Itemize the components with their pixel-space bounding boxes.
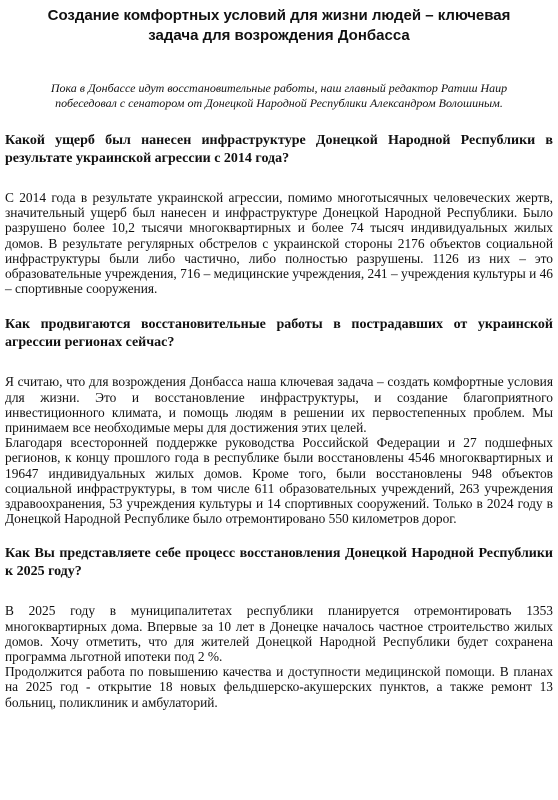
article-title: Создание комфортных условий для жизни людей – ключевая задача для возрождения Донбасса <box>47 7 511 44</box>
answer-3-paragraph-1: В 2025 году в муниципалитетах республики планируется отремонтировать 1353 многоквартирных дома. Впервые за 10 лет в Донецке началось частное строительство жилых домов. Хочу отметить, что для жителей Донецкой Народной Республики будет сохранена программа льготной ипотеки под 2 %. <box>5 603 553 665</box>
answer-1-paragraph-1: С 2014 года в результате украинской агрессии, помимо многотысячных человеческих жертв, значительный ущерб был нанесен и инфраструктуре Донецкой Народной Республики. Было разрушено более 10,2 тысячи многоквартирных и более 74 тысяч индивидуальных жилых домов. В результате регулярных обстрелов с украинской стороны 2176 объектов социальной инфраструктуры были либо частично, либо полностью разрушены. 1126 из них – это образовательные учреждения, 716 – медицинские учреждения, 241 – учреждения культуры и 46 – спортивные сооружения. <box>5 190 553 297</box>
question-1: Какой ущерб был нанесен инфраструктуре Донецкой Народной Республики в результате украинской агрессии с 2014 года? <box>5 133 553 166</box>
question-2: Как продвигаются восстановительные работы в пострадавших от украинской агрессии регионах сейчас? <box>5 317 553 351</box>
answer-3-paragraph-2: Продолжится работа по повышению качества и доступности медицинской помощи. В планах на 2025 год - открытие 18 новых фельдшерско-акушерских пунктов, а также ремонт 13 больниц, поликлиник и амбулаторий. <box>5 664 553 710</box>
answer-2-paragraph-1: Я считаю, что для возрождения Донбасса наша ключевая задача – создать комфортные условия для жизни. Это и восстановление инфраструктуры, и создание благоприятного инвестиционного климата, и помощь людям в решении их первостепенных проблем. Мы принимаем все необходимые меры для достижения этих целей. <box>5 374 553 436</box>
question-3: Как Вы представляете себе процесс восстановления Донецкой Народной Республики к 2025 году? <box>5 546 553 580</box>
answer-2-paragraph-2: Благодаря всесторонней поддержке руководства Российской Федерации и 27 подшефных регионов, к концу прошлого года в республике были восстановлены 4546 многоквартирных и 19647 индивидуальных жилых домов. Кроме того, были восстановлены 948 объектов социальной инфраструктуры, в том числе 611 образовательных учреждений, 263 учреждения здравоохранения, 53 учреждения культуры и 14 спортивных сооружений. Только в 2024 году в Донецкой Народной Республике было отремонтировано 550 километров дорог. <box>5 435 553 527</box>
article-lead: Пока в Донбассе идут восстановительные работы, наш главный редактор Ратиш Наир побеседовал с сенатором от Донецкой Народной Республики Александром Волошиным. <box>50 81 508 110</box>
